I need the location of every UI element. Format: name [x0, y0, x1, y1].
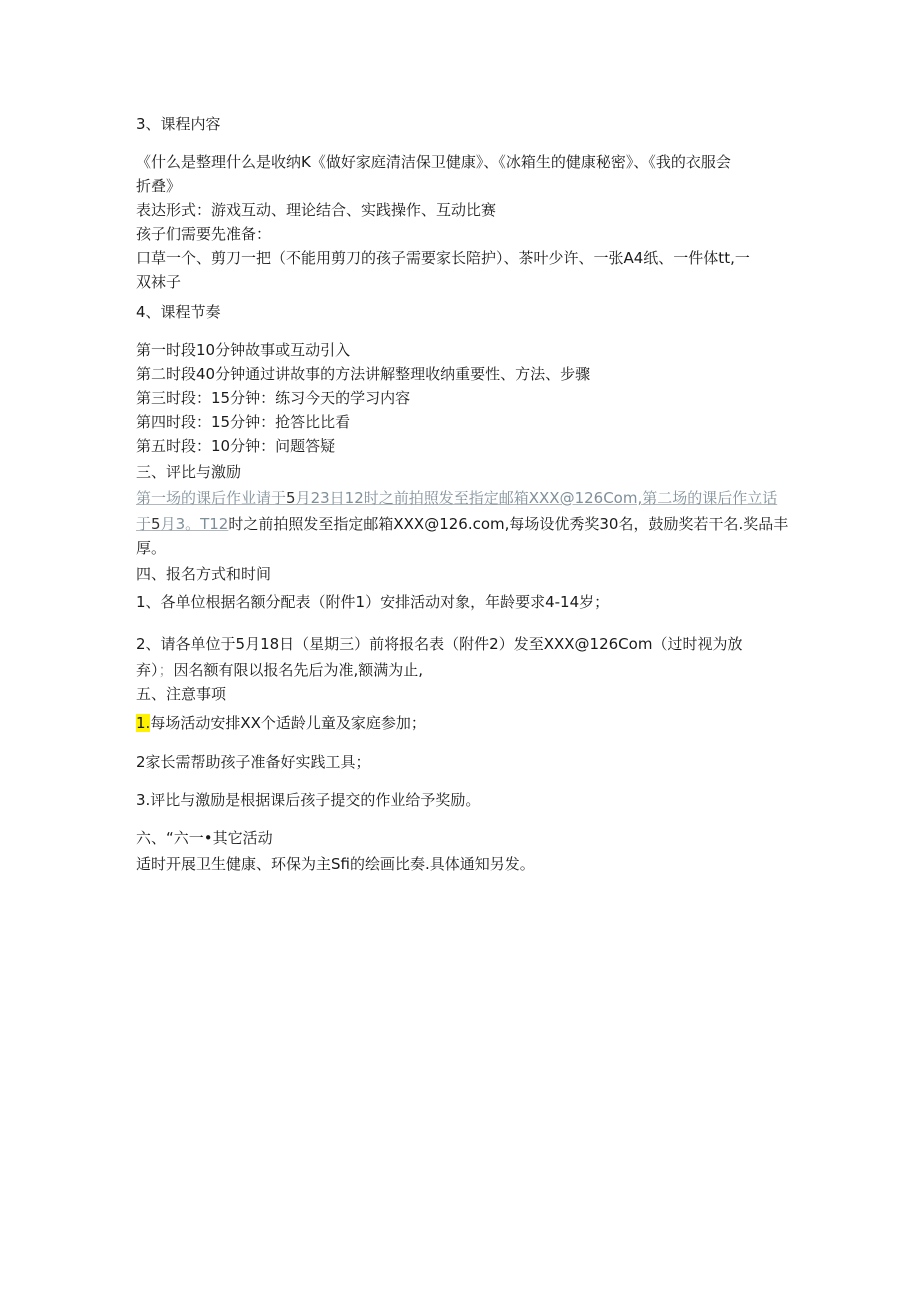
schedule-item: 第二时段40分钟通过讲故事的方法讲解整理收纳重要性、方法、步骤: [136, 365, 591, 383]
homework-link-text: 于: [136, 515, 152, 533]
notice-item-3: 3.评比与激励是根据课后孩子提交的作业给予奖励。: [136, 791, 481, 809]
section3-heading: 3、课程内容: [136, 115, 221, 133]
schedule-item: 第一时段10分钟故事或互动引入: [136, 341, 351, 359]
schedule-item: 第五时段：10分钟：问题答疑: [136, 437, 336, 455]
form-line: 表达形式：游戏互动、理论结合、实践操作、互动比赛: [136, 201, 497, 219]
part6-heading: 六、“六一•其它活动: [136, 829, 273, 847]
part5-heading: 五、注意事项: [136, 685, 227, 703]
homework-link-text: 5: [151, 515, 161, 533]
other-activities-text: 适时开展卫生健康、环保为主Sfi的绘画比奏.具体通知另发。: [136, 855, 535, 873]
part4-heading: 四、报名方式和时间: [136, 565, 272, 583]
notice-item-1: [136, 713, 796, 733]
schedule-item: 第四时段：15分钟：抢答比比看: [136, 413, 351, 431]
courses-line-1: 《什么是整理什么是收纳K《做好家庭清洁保卫健康》、《冰箱生的健康秘密》、《我的衣服会: [136, 153, 731, 171]
schedule-item: 第三时段：15分钟：练习今天的学习内容: [136, 389, 411, 407]
section4-heading: 4、课程节奏: [136, 303, 221, 321]
registration-separator: ；: [158, 661, 174, 679]
homework-text: 时之前拍照发至指定邮箱XXX@126.com,每场设优秀奖30名，鼓励奖若干名.奖品丰: [228, 515, 789, 533]
homework-link-text: 5: [286, 489, 296, 507]
homework-link-text: 月3。T12: [160, 515, 229, 533]
part3-heading: 三、评比与激励: [136, 463, 242, 481]
registration-text: 弃）: [136, 661, 159, 679]
notice-item-text: 每场活动安排XX个适龄儿童及家庭参加；: [150, 714, 426, 732]
registration-text: 因名额有限以报名先后为准,额满为止,: [173, 661, 424, 679]
registration-item-1: 1、各单位根据名额分配表（附件1）安排活动对象，年龄要求4-14岁；: [136, 593, 610, 611]
part3-line-1: [136, 488, 796, 508]
registration-item-2-line-2: [136, 660, 796, 680]
part3-line-2: [136, 514, 796, 534]
part3-line-3: 厚。: [136, 539, 167, 557]
notice-item-2: 2家长需帮助孩子准备好实践工具；: [136, 753, 371, 771]
prep-line-1: 口草一个、剪刀一把（不能用剪刀的孩子需要家长陪护）、茶叶少许、一张A4纸、一件体tt,一: [136, 249, 750, 267]
prep-title: 孩子们需要先准备：: [136, 225, 272, 243]
prep-line-2: 双袜子: [136, 273, 182, 291]
homework-link-text: 第一场的课后作业请于: [136, 489, 287, 507]
homework-link-text: 月23日12时之前拍照发至指定邮箱XXX@126Com,第二场的课后作立话: [295, 489, 778, 507]
notice-item-number: 1.: [136, 714, 151, 732]
courses-line-2: 折叠》: [136, 177, 182, 195]
registration-item-2-line-1: 2、请各单位于5月18日（星期三）前将报名表（附件2）发至XXX@126Com（过时视为放: [136, 635, 743, 653]
